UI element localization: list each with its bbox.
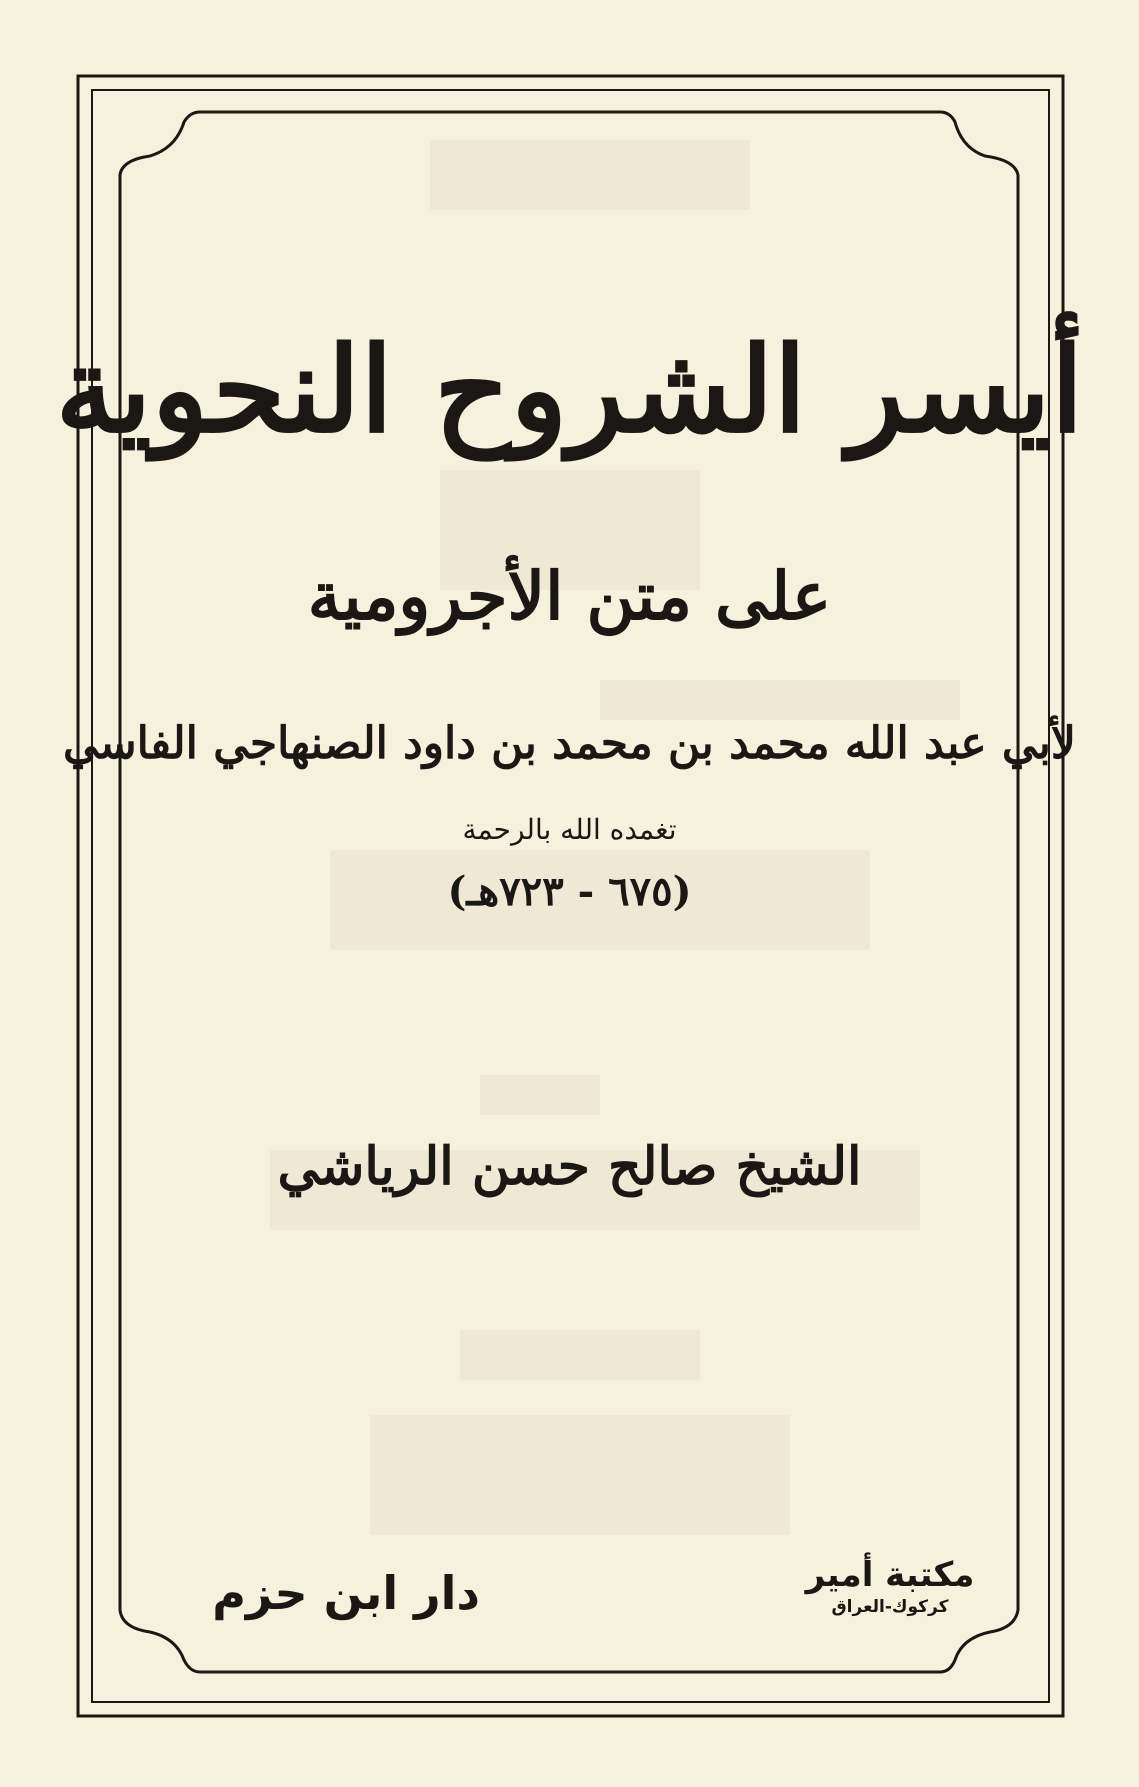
publisher-maktabat-amir	[790, 1555, 990, 1618]
book-title: أيسر الشروح النحوية	[55, 320, 1084, 459]
publisher-dar-ibn-hazm: دار ابن حزم	[212, 1566, 480, 1620]
publisher-name: مكتبة أمير	[805, 1555, 975, 1595]
publisher-location: كركوك-العراق	[831, 1596, 949, 1617]
book-subtitle: على متن الأجرومية	[307, 557, 832, 635]
original-author: لأبي عبد الله محمد بن محمد بن داود الصنهاجي الفاسي	[63, 718, 1076, 769]
author-dates: (٦٧٥ - ٧٢٣هـ)	[447, 868, 692, 915]
commentator-name: الشيخ صالح حسن الرياشي	[277, 1136, 862, 1197]
mercy-phrase: تغمده الله بالرحمة	[462, 813, 677, 846]
